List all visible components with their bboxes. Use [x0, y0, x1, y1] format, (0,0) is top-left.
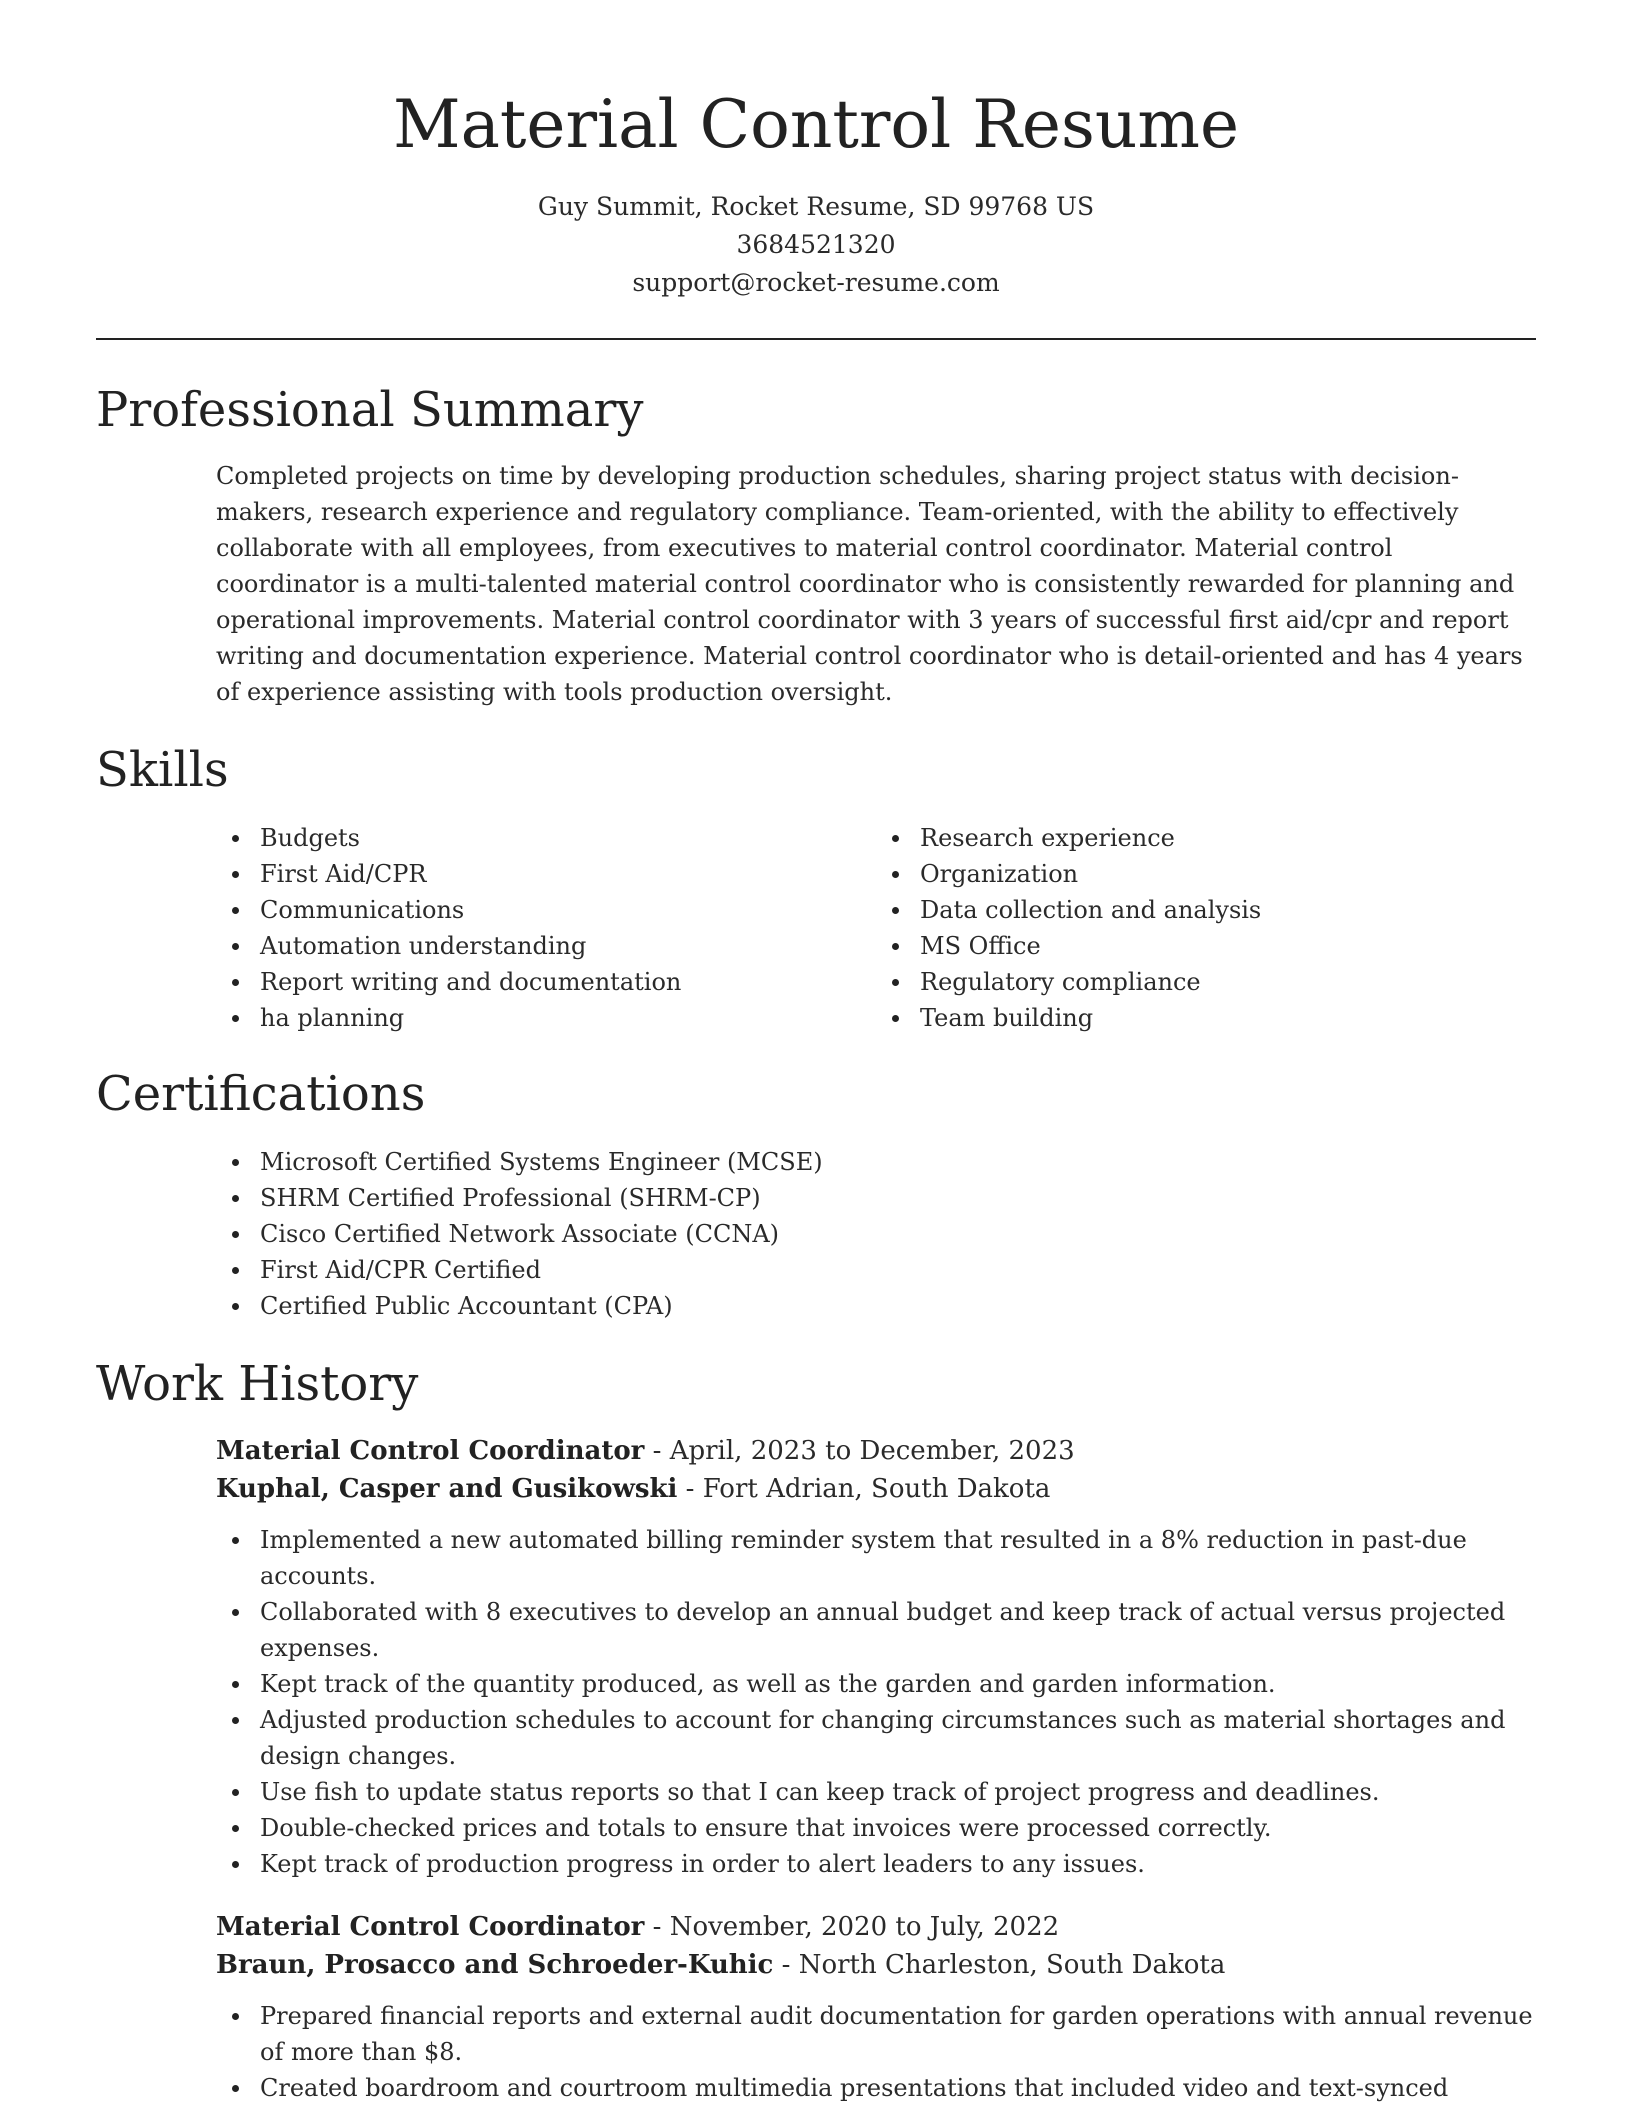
skill-item: First Aid/CPR: [260, 856, 876, 892]
skill-item: ha planning: [260, 1000, 876, 1036]
job-bullets: [216, 1998, 1536, 2106]
skills-column-left: [216, 820, 876, 1036]
skill-item: Communications: [260, 892, 876, 928]
job-bullet: Collaborated with 8 executives to develop an annual budget and keep track of actual versus projected expenses.: [260, 1594, 1536, 1666]
summary-text: Completed projects on time by developing production schedules, sharing project status with decision-makers, research experience and regulatory compliance. Team-oriented, with the ability to effectively collaborate with all employees, from executives to material control coordinator. Material control coordinator is a multi-talented material control coordinator who is consistently rewarded for planning and operational improvements. Material control coordinator with 3 years of successful first aid/cpr and report writing and documentation experience. Material control coordinator who is detail-oriented and has 4 years of experience assisting with tools production oversight.: [216, 462, 1523, 706]
skills-column-right: [876, 820, 1536, 1036]
job-location: - Fort Adrian, South Dakota: [677, 1474, 1051, 1504]
job-entry: [216, 1908, 1536, 2106]
contact-block: [0, 188, 1632, 302]
skills-list-left: [216, 820, 876, 1036]
job-title-line: [216, 1908, 1536, 1946]
job-company-line: [216, 1946, 1536, 1984]
job-dates: - November, 2020 to July, 2022: [644, 1912, 1060, 1942]
job-bullet: Implemented a new automated billing reminder system that resulted in a 8% reduction in past-due accounts.: [260, 1522, 1536, 1594]
certification-item: First Aid/CPR Certified: [260, 1252, 1536, 1288]
certification-item: Certified Public Accountant (CPA): [260, 1288, 1536, 1324]
skill-item: Data collection and analysis: [920, 892, 1536, 928]
job-company-line: [216, 1470, 1536, 1508]
job-dates: - April, 2023 to December, 2023: [644, 1436, 1075, 1466]
job-bullet: Adjusted production schedules to account for changing circumstances such as material shortages and design changes.: [260, 1702, 1536, 1774]
certifications-block: [216, 1144, 1536, 1324]
job-title: Material Control Coordinator: [216, 1436, 645, 1466]
contact-address: Guy Summit, Rocket Resume, SD 99768 US: [537, 192, 1095, 221]
certification-item: Cisco Certified Network Associate (CCNA): [260, 1216, 1536, 1252]
skill-item: Team building: [920, 1000, 1536, 1036]
work-history-heading: Work History: [96, 1356, 419, 1412]
skill-item: Organization: [920, 856, 1536, 892]
skills-list-right: [876, 820, 1536, 1036]
job-bullet: Double-checked prices and totals to ensure that invoices were processed correctly.: [260, 1810, 1536, 1846]
skill-item: Regulatory compliance: [920, 964, 1536, 1000]
resume-title: Material Control Resume: [392, 86, 1239, 163]
job-bullet: Kept track of the quantity produced, as well as the garden and garden information.: [260, 1666, 1536, 1702]
skill-item: Automation understanding: [260, 928, 876, 964]
job-company: Kuphal, Casper and Gusikowski: [216, 1474, 678, 1504]
summary-heading: Professional Summary: [96, 382, 644, 438]
job-bullet: Kept track of production progress in order to alert leaders to any issues.: [260, 1846, 1536, 1882]
certification-item: SHRM Certified Professional (SHRM-CP): [260, 1180, 1536, 1216]
job-title-line: [216, 1432, 1536, 1470]
job-bullet: Created boardroom and courtroom multimedia presentations that included video and text-synced: [260, 2070, 1536, 2106]
job-company: Braun, Prosacco and Schroeder-Kuhic: [216, 1950, 774, 1980]
job-location: - North Charleston, South Dakota: [773, 1950, 1226, 1980]
job-bullet: Use fish to update status reports so that I can keep track of project progress and deadlines.: [260, 1774, 1536, 1810]
skills-grid: [216, 820, 1536, 1036]
job-title: Material Control Coordinator: [216, 1912, 645, 1942]
skill-item: MS Office: [920, 928, 1536, 964]
job-entry: [216, 1432, 1536, 1882]
skill-item: Budgets: [260, 820, 876, 856]
job-bullet: Prepared financial reports and external audit documentation for garden operations with annual revenue of more than $8.: [260, 1998, 1536, 2070]
resume-header: [0, 0, 1632, 302]
header-divider: [96, 338, 1536, 340]
certifications-list: [216, 1144, 1536, 1324]
skill-item: Report writing and documentation: [260, 964, 876, 1000]
contact-email: support@rocket-resume.com: [632, 268, 1000, 297]
skill-item: Research experience: [920, 820, 1536, 856]
contact-phone: 3684521320: [736, 230, 896, 259]
certification-item: Microsoft Certified Systems Engineer (MCSE): [260, 1144, 1536, 1180]
job-bullets: [216, 1522, 1536, 1882]
certifications-heading: Certifications: [96, 1066, 426, 1122]
skills-heading: Skills: [96, 742, 229, 798]
